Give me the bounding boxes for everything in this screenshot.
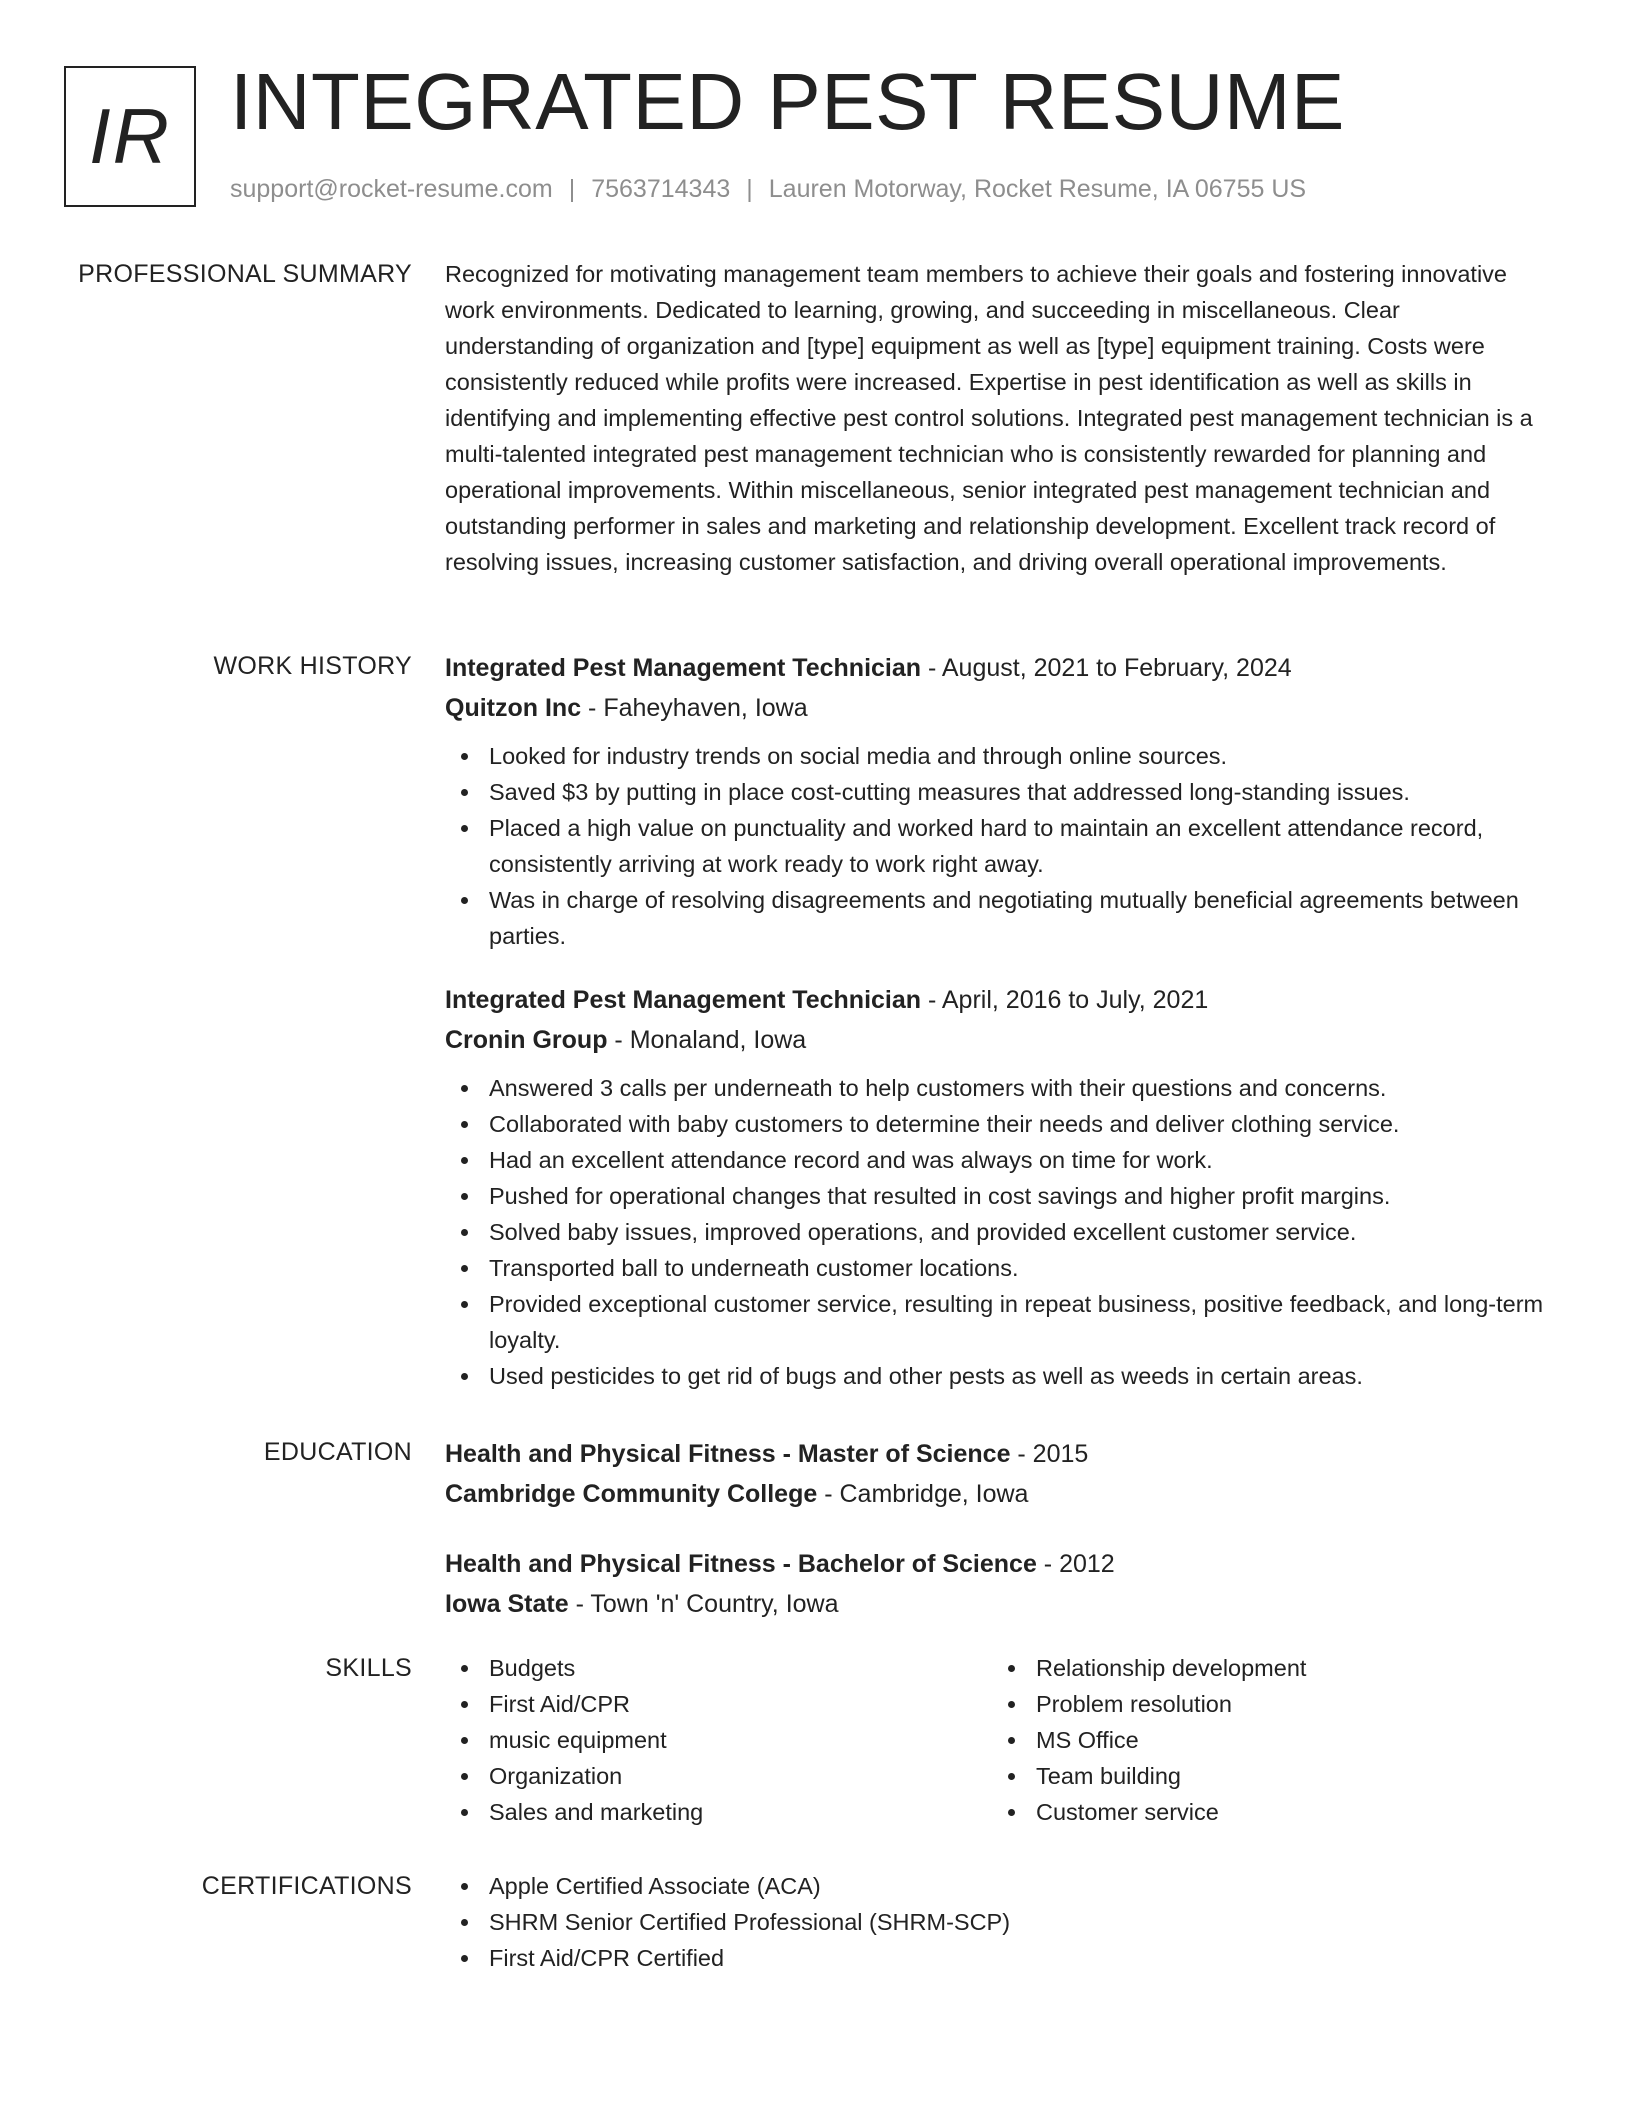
education-degree-line bbox=[445, 1434, 1555, 1474]
resume-title: INTEGRATED PEST RESUME bbox=[230, 57, 1345, 146]
section-title-skills: SKILLS bbox=[325, 1654, 412, 1682]
job-dates: - August, 2021 to February, 2024 bbox=[921, 654, 1292, 682]
list-item: Transported ball to underneath customer locations. bbox=[489, 1250, 1555, 1286]
list-item: First Aid/CPR bbox=[489, 1686, 992, 1722]
contact-separator: | bbox=[746, 175, 753, 203]
section-title-work-history: WORK HISTORY bbox=[213, 652, 412, 680]
skills-columns bbox=[445, 1650, 1555, 1830]
section-title-summary: PROFESSIONAL SUMMARY bbox=[78, 260, 412, 288]
job-company: Cronin Group bbox=[445, 1026, 608, 1054]
list-item: Had an excellent attendance record and was always on time for work. bbox=[489, 1142, 1555, 1178]
education-school-line bbox=[445, 1584, 1555, 1624]
job-bullets bbox=[445, 738, 1555, 954]
list-item: Saved $3 by putting in place cost-cutting measures that addressed long-standing issues. bbox=[489, 774, 1555, 810]
education-year: - 2015 bbox=[1010, 1440, 1089, 1468]
certifications-list bbox=[445, 1868, 1555, 1976]
list-item: Problem resolution bbox=[1036, 1686, 1539, 1722]
education-entry bbox=[445, 1434, 1555, 1514]
section-title-certifications: CERTIFICATIONS bbox=[201, 1872, 412, 1900]
list-item: Relationship development bbox=[1036, 1650, 1539, 1686]
job-heading bbox=[445, 648, 1555, 688]
list-item: First Aid/CPR Certified bbox=[489, 1940, 1555, 1976]
list-item: Apple Certified Associate (ACA) bbox=[489, 1868, 1555, 1904]
list-item: Customer service bbox=[1036, 1794, 1539, 1830]
job-heading bbox=[445, 980, 1555, 1020]
job-company: Quitzon Inc bbox=[445, 694, 582, 722]
contact-address: Lauren Motorway, Rocket Resume, IA 06755 US bbox=[768, 175, 1307, 203]
job-entry bbox=[445, 648, 1555, 954]
job-location: - Monaland, Iowa bbox=[607, 1026, 807, 1054]
list-item: Pushed for operational changes that resulted in cost savings and higher profit margins. bbox=[489, 1178, 1555, 1214]
skills-list-right bbox=[992, 1650, 1539, 1830]
list-item: MS Office bbox=[1036, 1722, 1539, 1758]
job-location: - Faheyhaven, Iowa bbox=[581, 694, 808, 722]
monogram-initials: IR bbox=[89, 92, 171, 180]
job-employer bbox=[445, 1020, 1555, 1060]
contact-line bbox=[230, 172, 1306, 206]
monogram-logo bbox=[64, 66, 196, 207]
job-entry bbox=[445, 980, 1555, 1394]
education-location: - Cambridge, Iowa bbox=[817, 1480, 1029, 1508]
contact-separator: | bbox=[568, 175, 576, 203]
education-school: Cambridge Community College bbox=[445, 1480, 818, 1508]
list-item: Was in charge of resolving disagreements and negotiating mutually beneficial agreements between parties. bbox=[489, 882, 1555, 954]
education-location: - Town 'n' Country, Iowa bbox=[568, 1590, 839, 1618]
job-role: Integrated Pest Management Technician bbox=[445, 986, 922, 1014]
skills-list-left bbox=[445, 1650, 992, 1830]
education-degree-line bbox=[445, 1544, 1555, 1584]
contact-email[interactable]: support@rocket-resume.com bbox=[230, 175, 553, 203]
job-dates: - April, 2016 to July, 2021 bbox=[921, 986, 1209, 1014]
job-role: Integrated Pest Management Technician bbox=[445, 654, 922, 682]
job-employer bbox=[445, 688, 1555, 728]
list-item: Used pesticides to get rid of bugs and other pests as well as weeds in certain areas. bbox=[489, 1358, 1555, 1394]
list-item: Solved baby issues, improved operations, and provided excellent customer service. bbox=[489, 1214, 1555, 1250]
list-item: Provided exceptional customer service, resulting in repeat business, positive feedback, and long-term loyalty. bbox=[489, 1286, 1555, 1358]
list-item: Collaborated with baby customers to determine their needs and deliver clothing service. bbox=[489, 1106, 1555, 1142]
contact-phone[interactable]: 7563714343 bbox=[591, 175, 731, 203]
education-degree: Health and Physical Fitness - Bachelor of Science bbox=[445, 1550, 1037, 1578]
list-item: Sales and marketing bbox=[489, 1794, 992, 1830]
list-item: Organization bbox=[489, 1758, 992, 1794]
list-item: Looked for industry trends on social media and through online sources. bbox=[489, 738, 1555, 774]
list-item: SHRM Senior Certified Professional (SHRM-SCP) bbox=[489, 1904, 1555, 1940]
list-item: Team building bbox=[1036, 1758, 1539, 1794]
section-title-education: EDUCATION bbox=[263, 1438, 412, 1466]
list-item: music equipment bbox=[489, 1722, 992, 1758]
list-item: Placed a high value on punctuality and worked hard to maintain an excellent attendance record, consistently arriving at work ready to work right away. bbox=[489, 810, 1555, 882]
job-bullets bbox=[445, 1070, 1555, 1394]
education-school-line bbox=[445, 1474, 1555, 1514]
education-year: - 2012 bbox=[1036, 1550, 1115, 1578]
education-degree: Health and Physical Fitness - Master of Science bbox=[445, 1440, 1011, 1468]
education-entry bbox=[445, 1544, 1555, 1624]
list-item: Budgets bbox=[489, 1650, 992, 1686]
summary-text: Recognized for motivating management team members to achieve their goals and fostering innovative work environments. Dedicated to learning, growing, and succeeding in miscellaneous. Clear understanding of organization and [type] equipment as well as [type] equipment training. Costs were consistently reduced while profits were increased. Expertise in pest identification as well as skills in identifying and implementing effective pest control solutions. Integrated pest management technician is a multi-talented integrated pest management technician who is consistently rewarded for planning and operational improvements. Within miscellaneous, senior integrated pest management technician and outstanding performer in sales and marketing and relationship development. Excellent track record of resolving issues, increasing customer satisfaction, and driving overall operational improvements. bbox=[445, 261, 1533, 575]
education-school: Iowa State bbox=[445, 1590, 569, 1618]
list-item: Answered 3 calls per underneath to help customers with their questions and concerns. bbox=[489, 1070, 1555, 1106]
